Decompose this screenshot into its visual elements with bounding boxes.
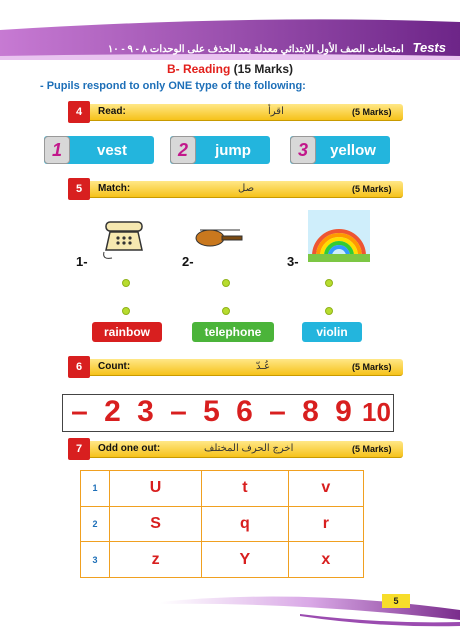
table-row xyxy=(81,542,364,578)
odd-cell[interactable]: z xyxy=(110,542,202,578)
header-tests-label: Tests xyxy=(412,40,446,55)
count-item-7[interactable]: – xyxy=(269,395,286,428)
odd-one-out-table xyxy=(80,470,364,578)
rainbow-picture xyxy=(308,210,370,262)
question-5-marks: (5 Marks) xyxy=(352,184,392,194)
match-number-3: 3- xyxy=(287,254,299,269)
row-number-2: 2 xyxy=(81,506,110,542)
count-item-3: 3 xyxy=(137,395,154,428)
odd-cell[interactable]: Y xyxy=(202,542,289,578)
count-item-9: 9 xyxy=(335,395,352,428)
read-word-2-text: jump xyxy=(215,141,251,159)
match-word-rainbow: rainbow xyxy=(92,322,162,342)
count-item-4[interactable]: – xyxy=(170,395,187,428)
match-word-telephone: telephone xyxy=(192,322,274,342)
odd-cell[interactable]: r xyxy=(288,506,363,542)
question-6-arabic: عُـدّ xyxy=(256,361,271,372)
read-word-3-number: 3 xyxy=(290,136,316,164)
violin-picture xyxy=(190,226,246,250)
question-6-number: 6 xyxy=(68,356,90,378)
count-sequence-box xyxy=(62,394,394,432)
question-7-number: 7 xyxy=(68,438,90,460)
table-row xyxy=(81,506,364,542)
read-word-2-number: 2 xyxy=(170,136,196,164)
question-5-number: 5 xyxy=(68,178,90,200)
match-dot-bottom-2[interactable] xyxy=(222,307,230,315)
match-dot-top-3[interactable] xyxy=(325,279,333,287)
count-item-2: 2 xyxy=(104,395,121,428)
instruction-text: - Pupils respond to only ONE type of the following: xyxy=(40,80,306,92)
match-dot-bottom-3[interactable] xyxy=(325,307,333,315)
question-4-number: 4 xyxy=(68,101,90,123)
section-marks: (15 Marks) xyxy=(233,62,294,76)
count-item-8: 8 xyxy=(302,395,319,428)
question-7-arabic: اخرج الحرف المختلف xyxy=(204,443,294,454)
page-number: 5 xyxy=(382,594,410,608)
match-word-violin: violin xyxy=(302,322,362,342)
match-number-2: 2- xyxy=(182,254,194,269)
read-word-2 xyxy=(170,136,270,164)
question-6-label: Count: xyxy=(98,361,131,372)
question-6-marks: (5 Marks) xyxy=(352,362,392,372)
telephone-picture xyxy=(100,214,148,262)
question-4-arabic: اقرأ xyxy=(268,106,284,117)
read-word-3-text: yellow xyxy=(330,141,376,159)
count-item-10: 10 xyxy=(362,397,391,427)
odd-cell[interactable]: v xyxy=(288,471,363,507)
question-7-marks: (5 Marks) xyxy=(352,444,392,454)
odd-cell[interactable]: U xyxy=(110,471,202,507)
match-number-1: 1- xyxy=(76,254,88,269)
table-row xyxy=(81,471,364,507)
odd-cell[interactable]: x xyxy=(288,542,363,578)
header-title-arabic: امتحانات الصف الأول الابتدائي معدلة بعد الحذف على الوحدات ٨ - ٩ - ١٠ xyxy=(107,44,404,55)
odd-cell[interactable]: t xyxy=(202,471,289,507)
question-4-marks: (5 Marks) xyxy=(352,107,392,117)
question-7-label: Odd one out: xyxy=(98,443,161,454)
read-word-3 xyxy=(290,136,390,164)
footer-swoosh xyxy=(0,580,460,640)
section-title-text: B- Reading xyxy=(166,62,231,76)
odd-cell[interactable]: S xyxy=(110,506,202,542)
read-word-1 xyxy=(44,136,154,164)
read-word-1-number: 1 xyxy=(44,136,70,164)
count-item-6: 6 xyxy=(236,395,253,428)
match-dot-top-1[interactable] xyxy=(122,279,130,287)
question-5-label: Match: xyxy=(98,183,131,194)
odd-cell[interactable]: q xyxy=(202,506,289,542)
count-item-1[interactable]: – xyxy=(71,395,88,428)
read-word-1-text: vest xyxy=(96,141,128,159)
question-5-arabic: صل xyxy=(238,183,255,194)
match-dot-bottom-1[interactable] xyxy=(122,307,130,315)
row-number-1: 1 xyxy=(81,471,110,507)
row-number-3: 3 xyxy=(81,542,110,578)
match-dot-top-2[interactable] xyxy=(222,279,230,287)
question-4-label: Read: xyxy=(98,106,126,117)
header-title xyxy=(0,40,446,55)
count-item-5: 5 xyxy=(203,395,220,428)
section-title xyxy=(0,62,460,76)
